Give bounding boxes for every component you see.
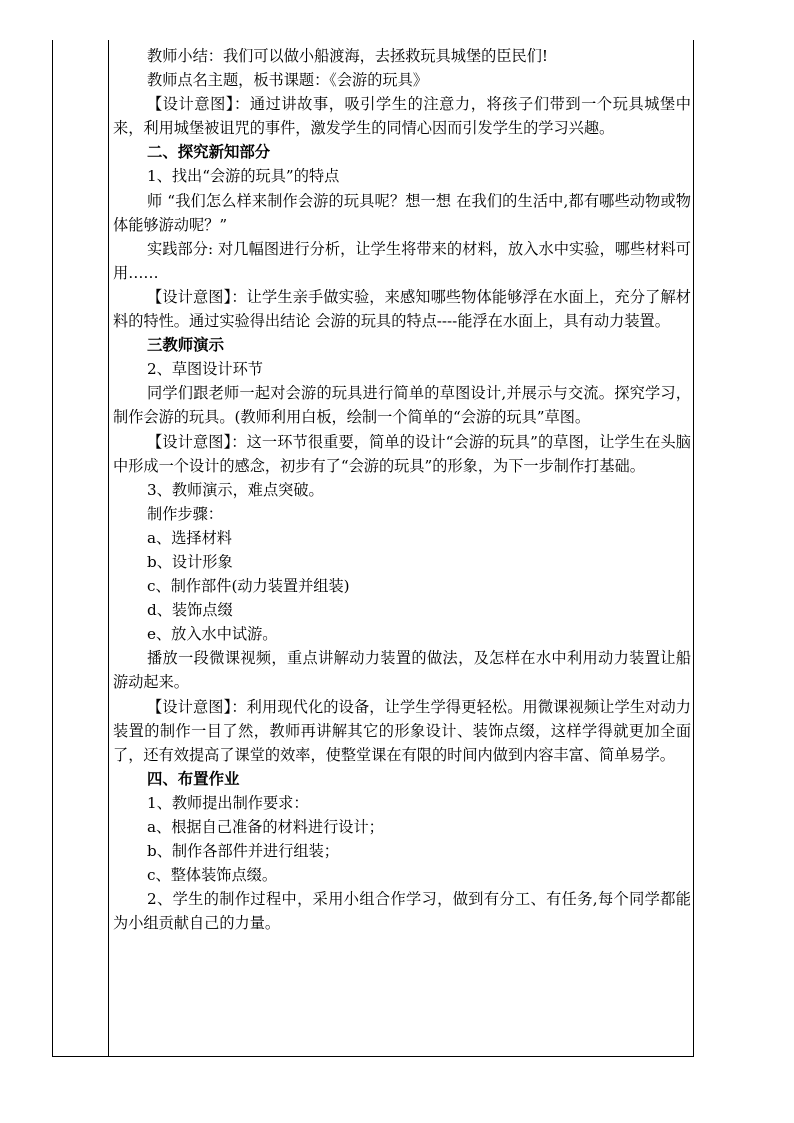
list-item: c、整体装饰点缀。 [147,866,278,885]
paragraph-step-3: 3、教师演示，难点突破。 [147,480,324,499]
paragraph-design-intent-2: 【设计意图】：让学生亲手做实验，来感知哪些物体能够浮在水面上，充分了解材料的特性。通过实验得出结论 会游的玩具的特点----能浮在水面上，具有动力装置。 [113,287,691,331]
section-heading-4: 四、布置作业 [147,769,240,788]
list-item: a、根据自己准备的材料进行设计； [147,818,384,836]
paragraph-practice: 实践部分: 对几幅图进行分析，让学生将带来的材料，放入水中实验，哪些材料可用…… [113,239,691,282]
list-item: c、制作部件(动力装置并组装) [147,577,350,596]
paragraph-design-intent-3: 【设计意图】：这一环节很重要，简单的设计“会游的玩具”的草图，让学生在头脑中形成一个设计的感念，初步有了“会游的玩具”的形象，为下一步制作打基础。 [113,432,691,475]
paragraph-teacher-summary: 教师小结：我们可以做小船渡海，去拯救玩具城堡的臣民们! [147,47,548,65]
list-item: e、放入水中试游。 [147,625,278,644]
paragraph-design-intent-4: 【设计意图】：利用现代化的设备，让学生学得更轻松。用微课视频让学生对动力装置的制作一目了然，教师再讲解其它的形象设计、装饰点缀，这样学得就更加全面了，还有效提高了课堂的效率，使整堂课在有限的时间内做到内容丰富、简单易学。 [113,697,691,764]
paragraph-step-1: 1、找出“会游的玩具”的特点 [147,167,340,186]
list-item: a、选择材料 [147,528,232,547]
paragraph-micro-video: 播放一段微课视频，重点讲解动力装置的做法，及怎样在水中利用动力装置让船游动起来。 [113,649,691,692]
paragraph-design-intent-1: 【设计意图】：通过讲故事，吸引学生的注意力，将孩子们带到一个玩具城堡中来，利用城堡被诅咒的事件，激发学生的同情心因而引发学生的学习兴趣。 [113,95,691,138]
paragraph-topic: 教师点名主题，板书课题：《会游的玩具》 [147,71,428,90]
table-content-cell [109,44,691,935]
paragraph-steps-title: 制作步骤： [147,504,223,523]
section-heading-3: 三教师演示 [147,336,224,355]
list-item: b、制作各部件并进行组装； [147,842,339,861]
lesson-plan-table [52,40,694,1057]
list-item: d、装饰点缀 [147,601,233,620]
paragraph-requirements: 1、教师提出制作要求： [147,793,309,812]
paragraph-sketch-design: 同学们跟老师一起对会游的玩具进行简单的草图设计,并展示与交流。探究学习，制作会游的玩具。(教师利用白板，绘制一个简单的“会游的玩具”草图。 [113,384,691,427]
section-heading-2: 二、探究新知部分 [147,143,271,162]
table-left-column [53,40,109,1056]
paragraph-group-work: 2、学生的制作过程中，采用小组合作学习，做到有分工、有任务,每个同学都能为小组贡献自己的力量。 [113,890,691,933]
paragraph-teacher-question: 师 “我们怎么样来制作会游的玩具呢？想一想 在我们的生活中,都有哪些动物或物体能够游动呢？” [113,191,691,234]
list-item: b、设计形象 [147,552,233,571]
paragraph-step-2: 2、草图设计环节 [147,360,263,379]
